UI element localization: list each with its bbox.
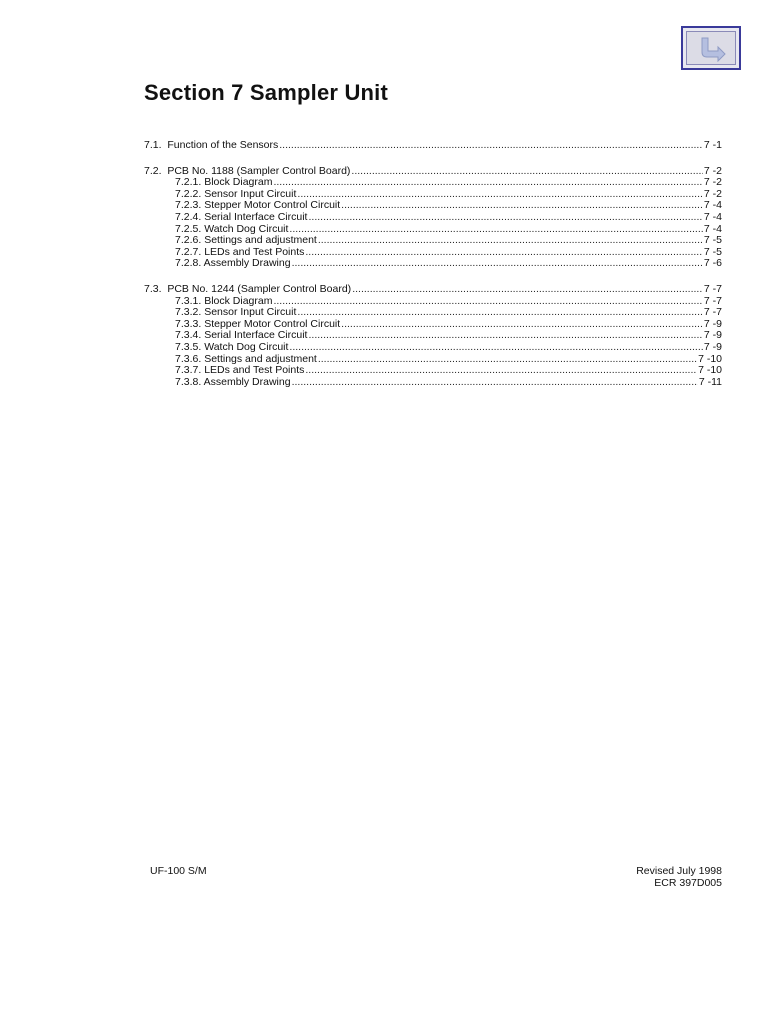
toc-page-number: 7 -9	[703, 340, 722, 353]
toc-page-number: 7 -11	[698, 375, 722, 388]
toc-entry-label: 7.2.2. Sensor Input Circuit	[175, 187, 297, 200]
toc-page-number: 7 -7	[703, 282, 722, 295]
toc-leader-dots	[292, 258, 703, 270]
toc-leader-dots	[297, 189, 703, 201]
toc-leader-dots	[305, 247, 703, 259]
toc-subsection-entry[interactable]	[144, 212, 722, 224]
footer-revision	[636, 865, 722, 889]
toc-leader-dots	[289, 224, 703, 236]
toc-section-entry[interactable]	[144, 284, 722, 296]
toc-entry-label: 7.3.5. Watch Dog Circuit	[175, 340, 289, 353]
toc-leader-dots	[351, 166, 703, 178]
toc-entry-label: 7.2.5. Watch Dog Circuit	[175, 222, 289, 235]
toc-entry-label: 7.2.8. Assembly Drawing	[175, 257, 291, 270]
toc-entry-label: 7.3.2. Sensor Input Circuit	[175, 306, 297, 319]
toc-page-number: 7 -4	[703, 199, 722, 212]
footer-document-id: UF-100 S/M	[150, 865, 207, 877]
toc-section-entry[interactable]	[144, 140, 722, 152]
toc-page-number: 7 -10	[698, 364, 722, 377]
footer-revision-date: Revised July 1998	[636, 865, 722, 877]
toc-entry-label: 7.2. PCB No. 1188 (Sampler Control Board)	[144, 164, 351, 177]
toc-entry-label: 7.3.3. Stepper Motor Control Circuit	[175, 317, 341, 330]
toc-leader-dots	[318, 354, 697, 366]
toc-entry-label: 7.3.7. LEDs and Test Points	[175, 364, 305, 377]
toc-subsection-entry[interactable]	[144, 365, 722, 377]
toc-leader-dots	[292, 377, 698, 389]
footer-ecr-number: ECR 397D005	[654, 877, 722, 889]
toc-page-number: 7 -5	[703, 234, 722, 247]
toc-subsection-entry[interactable]	[144, 235, 722, 247]
toc-leader-dots	[305, 365, 697, 377]
toc-leader-dots	[273, 177, 702, 189]
toc-entry-label: 7.3.6. Settings and adjustment	[175, 352, 317, 365]
toc-page-number: 7 -4	[703, 210, 722, 223]
toc-page-number: 7 -2	[703, 164, 722, 177]
toc-page-number: 7 -9	[703, 317, 722, 330]
toc-subsection-entry[interactable]	[144, 377, 722, 389]
toc-leader-dots	[318, 235, 703, 247]
toc-page-number: 7 -10	[698, 352, 722, 365]
toc-page-number: 7 -7	[703, 294, 722, 307]
toc-subsection-entry[interactable]	[144, 258, 722, 270]
section-title: Section 7 Sampler Unit	[144, 80, 389, 105]
toc-page-number: 7 -2	[703, 187, 722, 200]
toc-subsection-entry[interactable]	[144, 342, 722, 354]
toc-entry-label: 7.3. PCB No. 1244 (Sampler Control Board)	[144, 282, 352, 295]
toc-page-number: 7 -6	[703, 257, 722, 270]
toc-entry-label: 7.2.6. Settings and adjustment	[175, 234, 317, 247]
toc-entry-label: 7.2.3. Stepper Motor Control Circuit	[175, 199, 341, 212]
toc-page-number: 7 -1	[703, 139, 722, 151]
toc-entry-label: 7.3.4. Serial Interface Circuit	[175, 329, 308, 342]
toc-subsection-entry[interactable]	[144, 307, 722, 319]
toc-leader-dots	[297, 307, 703, 319]
toc-leader-dots	[341, 200, 703, 212]
toc-entry-label: 7.1. Function of the Sensors	[144, 139, 279, 151]
toc-leader-dots	[289, 342, 703, 354]
toc-leader-dots	[279, 140, 703, 152]
toc-entry-label: 7.2.1. Block Diagram	[175, 176, 273, 189]
toc-page-number: 7 -2	[703, 176, 722, 189]
toc-page-number: 7 -5	[703, 245, 722, 258]
back-button-face	[686, 31, 736, 65]
return-arrow-icon	[694, 34, 728, 62]
toc-page-number: 7 -4	[703, 222, 722, 235]
toc-leader-dots	[352, 284, 703, 296]
toc-leader-dots	[308, 212, 702, 224]
toc-entry-label: 7.2.7. LEDs and Test Points	[175, 245, 305, 258]
back-button[interactable]	[681, 26, 741, 70]
toc-entry-label: 7.2.4. Serial Interface Circuit	[175, 210, 308, 223]
toc-leader-dots	[341, 319, 703, 331]
toc-entry-label: 7.3.8. Assembly Drawing	[175, 375, 291, 388]
table-of-contents	[144, 138, 722, 388]
toc-entry-label: 7.3.1. Block Diagram	[175, 294, 273, 307]
toc-page-number: 7 -9	[703, 329, 722, 342]
toc-page-number: 7 -7	[703, 306, 722, 319]
toc-leader-dots	[273, 296, 702, 308]
toc-leader-dots	[308, 330, 702, 342]
